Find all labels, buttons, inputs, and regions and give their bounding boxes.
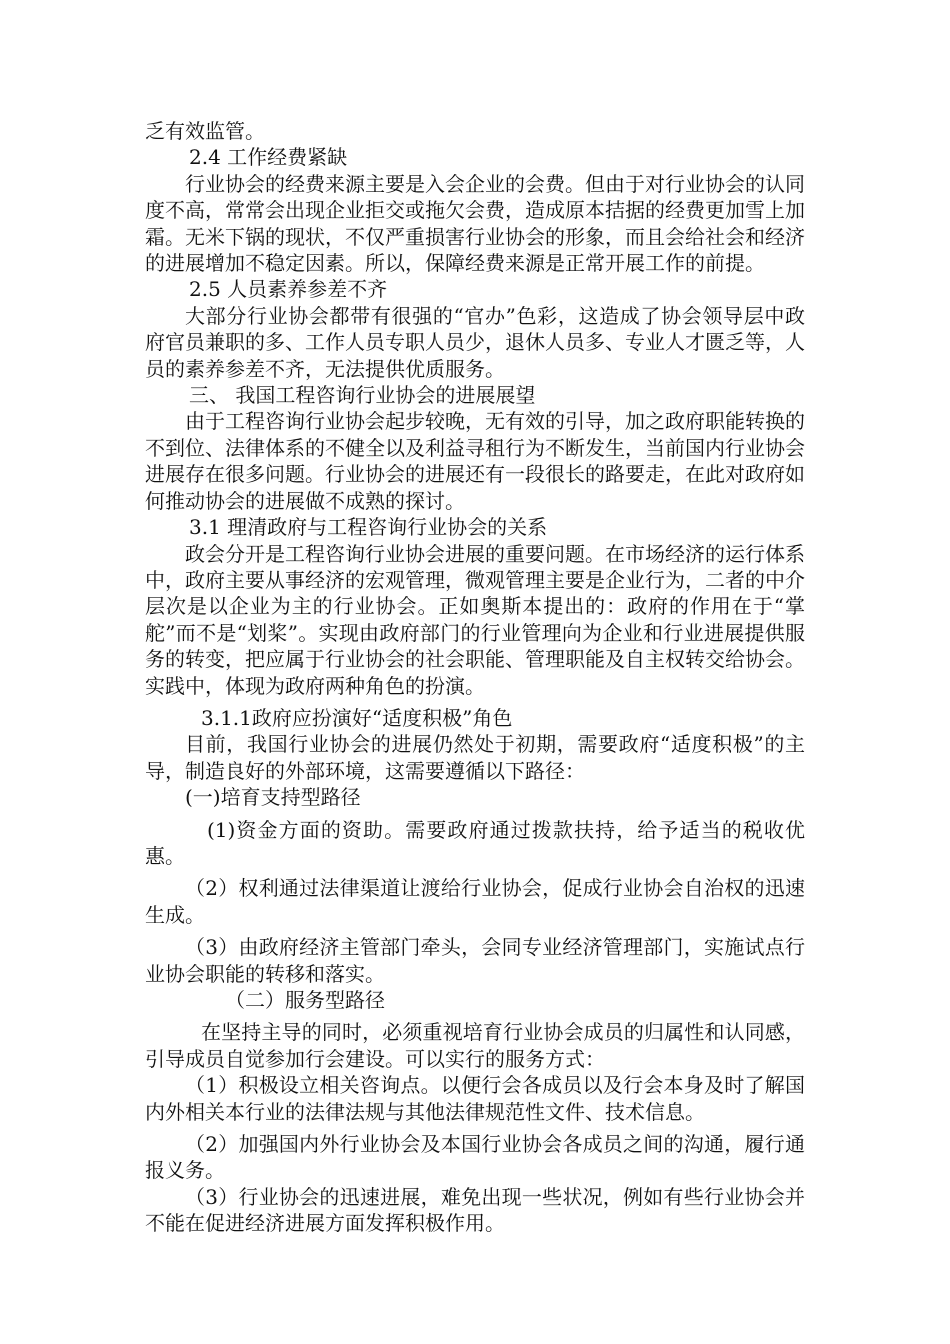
paragraph-separation: 政会分开是工程咨询行业协会进展的重要问题。在市场经济的运行体系中，政府主要从事经济的宏观管理，微观管理主要是企业行为，二者的中介层次是以企业为主的行业协会。正如奥斯本提出的：政府的作用在于“掌舵”而不是“划桨”。实现由政府部门的行业管理向为企业和行业进展提供服务的转变，把应属于行业协会的社会职能、管理职能及自主权转交给协会。实践中，体现为政府两种角色的扮演。 bbox=[145, 541, 805, 698]
chapter-heading-3: 三、 我国工程咨询行业协会的进展展望 bbox=[189, 383, 536, 408]
paragraph-current-stage: 目前，我国行业协会的进展仍然处于初期，需要政府“适度积极”的主导，制造良好的外部环境，这需要遵循以下路径： bbox=[145, 732, 805, 783]
section-heading-2-4: 2.4 工作经费紧缺 bbox=[189, 145, 348, 170]
subheading-support-path: (一)培育支持型路径 bbox=[185, 785, 361, 810]
list-item-funding-support: (1)资金方面的资助。需要政府通过拨款扶持，给予适当的税收优惠。 bbox=[145, 817, 805, 868]
subheading-service-path: （二）服务型路径 bbox=[225, 988, 385, 1012]
document-page bbox=[145, 118, 805, 1237]
list-item-communication: （2）加强国内外行业协会及本国行业协会各成员之间的沟通，履行通报义务。 bbox=[145, 1132, 805, 1183]
section-heading-3-1: 3.1 理清政府与工程咨询行业协会的关系 bbox=[189, 515, 548, 540]
paragraph-staff-quality: 大部分行业协会都带有很强的“官办”色彩，这造成了协会领导层中政府官员兼职的多、工作人员专职人员少，退休人员多、专业人才匮乏等，人员的素养参差不齐，无法提供优质服务。 bbox=[145, 303, 805, 381]
list-item-rights-transfer: （2）权利通过法律渠道让渡给行业协会，促成行业协会自治权的迅速生成。 bbox=[145, 876, 805, 927]
list-item-consulting-points: （1）积极设立相关咨询点。以便行会各成员以及行会本身及时了解国内外相关本行业的法律法规与其他法律规范性文件、技术信息。 bbox=[145, 1073, 805, 1124]
paragraph-belonging: 在坚持主导的同时，必须重视培育行业协会成员的归属性和认同感，引导成员自觉参加行会建设。可以实行的服务方式： bbox=[145, 1020, 805, 1071]
list-item-issues: （3）行业协会的迅速进展，难免出现一些状况，例如有些行业协会并不能在促进经济进展方面发挥积极作用。 bbox=[145, 1184, 805, 1236]
section-heading-3-1-1: 3.1.1政府应扮演好“适度积极”角色 bbox=[201, 705, 513, 730]
paragraph-prospects: 由于工程咨询行业协会起步较晚，无有效的引导，加之政府职能转换的不到位、法律体系的不健全以及利益寻租行为不断发生，当前国内行业协会进展存在很多问题。行业协会的进展还有一段很长的路要走，在此对政府如何推动协会的进展做不成熟的探讨。 bbox=[145, 409, 805, 513]
list-item-pilot-transfer: （3）由政府经济主管部门牵头，会同专业经济管理部门，实施试点行业协会职能的转移和落实。 bbox=[145, 935, 805, 986]
paragraph-continued: 乏有效监管。 bbox=[145, 119, 265, 143]
paragraph-funding: 行业协会的经费来源主要是入会企业的会费。但由于对行业协会的认同度不高，常常会出现企业拒交或拖欠会费，造成原本拮据的经费更加雪上加霜。无米下锅的现状，不仅严重损害行业协会的形象，而且会给社会和经济的进展增加不稳定因素。所以，保障经费来源是正常开展工作的前提。 bbox=[145, 171, 805, 276]
section-heading-2-5: 2.5 人员素养参差不齐 bbox=[189, 277, 388, 302]
